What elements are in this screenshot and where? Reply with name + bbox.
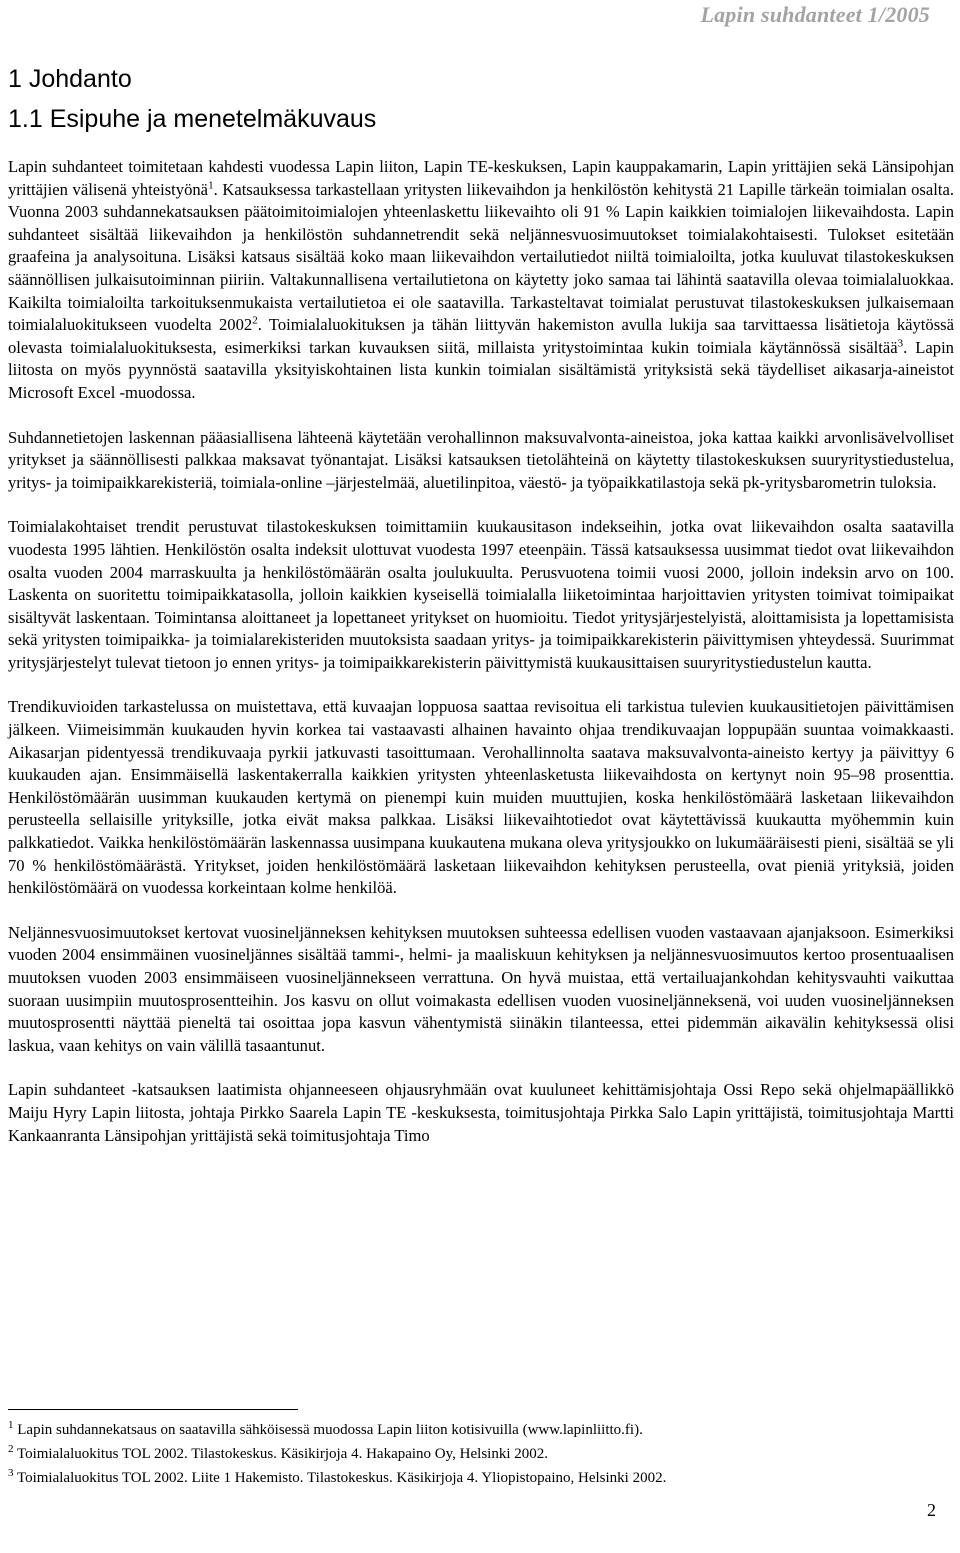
- footnote-1-text: Lapin suhdannekatsaus on saatavilla sähköisessä muodossa Lapin liiton kotisivuilla (www.lapinliitto.fi).: [17, 1422, 643, 1438]
- footnote-3: [8, 1466, 948, 1490]
- paragraph-1-part-b: . Katsauksessa tarkastellaan yritysten liikevaihdon ja henkilöstön kehitystä 21 Lapille tärkeän toimialan osalta. Vuonna 2003 suhdannekatsauksen päätoimitoimialojen yhteenlaskettu liikevaihto oli 91 % Lapin kaikkien toimialojen liikevaihdosta. Lapin suhdanteet sisältää liikevaihdon ja henkilöstön suhdannetrendit sekä neljännesvuosimuutokset toimialakohtaisesti. Tulokset esitetään graafeina ja analysoituna. Lisäksi katsaus sisältää koko maan liikevaihdon vertailutiedot niiltä toimialoilta, jotka kuuluvat tilastokeskuksen säännöllisen julkaisutoiminnan piiriin. Valtakunnallisena vertailutietona on käytetty joko samaa tai lähintä saatavilla olevaa toimialaluokkaa. Kaikilta toimialoilta tarkoituksenmukaista vertailutietoa ei ole saatavilla. Tarkasteltavat toimialat perustuvat tilastokeskuksen julkaisemaan toimialaluokitukseen vuodelta 2002: [8, 179, 954, 335]
- paragraph-3: Toimialakohtaiset trendit perustuvat tilastokeskuksen toimittamiin kuukausitason indekseihin, jotka ovat liikevaihdon osalta saatavilla vuodesta 1995 lähtien. Henkilöstön osalta indeksit ulottuvat vuodesta 1997 eteenpäin. Tässä katsauksessa uusimmat tiedot ovat liikevaihdon osalta vuoden 2004 marraskuulta ja henkilöstömäärän osalta joulukuulta. Perusvuotena toimii vuosi 2000, jolloin indeksin arvo on 100. Laskenta on suoritettu toimipaikkatasolla, jolloin kaikkien kyseisellä toimialalla liiketoimintaa harjoittavien yritysten toimivat toimipaikat sisältyvät laskentaan. Toimintansa aloittaneet ja lopettaneet yritykset on huomioitu. Tiedot yritysjärjestelyistä, aloittamisista ja lopettamisista sekä yritysten toimipaikka- ja toimialarekisteriden muutoksista saadaan yritys- ja toimipaikkarekisterin päivittymisen yhteydessä. Suurimmat yritysjärjestelyt tulevat tietoon jo ennen yritys- ja toimipaikkarekisterin päivittymistä kuukausittaisen suuryritystiedustelun kautta.: [8, 517, 954, 672]
- paragraph-1: [8, 156, 954, 405]
- footnote-1: [8, 1418, 948, 1442]
- footnote-ref-3: 3: [897, 337, 904, 350]
- paragraph-1-part-c: . Toimialaluokituksen ja tähän liittyvän hakemiston avulla lukija saa tarvittaessa lisätietoja käytössä olevasta toimialaluokituksesta, esimerkiksi tarkan kuvauksen siitä, millaista yritystoimintaa kukin toimiala käytännössä sisältää: [8, 315, 954, 357]
- section-heading: 1.1 Esipuhe ja menetelmäkuvaus: [8, 105, 377, 133]
- page-number: 2: [927, 1500, 936, 1520]
- paragraph-2: Suhdannetietojen laskennan pääasiallisena lähteenä käytetään verohallinnon maksuvalvonta-aineistoa, joka kattaa kaikki arvonlisävelvolliset yritykset ja säännöllisesti palkkaa maksavat työnantajat. Lisäksi katsauksen tietolähteinä on käytetty tilastokeskuksen suuryritystiedustelua, yritys- ja toimipaikkarekisteriä, toimiala-online –järjestelmää, aluetilinpitoa, väestö- ja työpaikkatilastoja sekä pk-yritysbarometrin tuloksia.: [8, 427, 954, 492]
- footnote-3-number: 3: [8, 1467, 14, 1479]
- footnote-3-text: Toimialaluokitus TOL 2002. Liite 1 Hakemisto. Tilastokeskus. Käsikirjoja 4. Yliopistopaino, Helsinki 2002.: [16, 1470, 667, 1486]
- body-text: [8, 156, 954, 1147]
- paragraph-1-part-d: . Lapin liitosta on myös pyynnöstä saatavilla yksityiskohtainen lista kunkin toimialan sisältämistä yrityksistä sekä täydelliset aikasarja-aineistot Microsoft Excel -muodossa.: [8, 337, 954, 402]
- paragraph-1-part-a: Lapin suhdanteet toimitetaan kahdesti vuodessa Lapin liiton, Lapin TE-keskuksen, Lapin kauppakamarin, Lapin yrittäjien sekä Länsipohjan yrittäjien välisenä yhteistyönä: [8, 157, 954, 199]
- footnote-ref-2: 2: [252, 314, 258, 327]
- footnote-2-text: Toimialaluokitus TOL 2002. Tilastokeskus. Käsikirjoja 4. Hakapaino Oy, Helsinki 2002.: [16, 1446, 548, 1462]
- footnote-ref-1: 1: [208, 179, 214, 192]
- footnotes: [8, 1418, 948, 1490]
- footnote-2: [8, 1442, 948, 1466]
- footnote-separator: [8, 1409, 298, 1410]
- footnote-1-number: 1: [8, 1419, 14, 1431]
- paragraph-6: Lapin suhdanteet -katsauksen laatimista ohjanneeseen ohjausryhmään ovat kuuluneet kehittämisjohtaja Ossi Repo sekä ohjelmapäällikkö Maiju Hyry Lapin liitosta, johtaja Pirkko Saarela Lapin TE -keskuksesta, toimitusjohtaja Pirkka Salo Lapin yrittäjistä, toimitusjohtaja Martti Kankaanranta Länsipohjan yrittäjistä sekä toimitusjohtaja Timo: [8, 1080, 954, 1145]
- paragraph-5: Neljännesvuosimuutokset kertovat vuosineljänneksen kehityksen muutoksen suhteessa edellisen vuoden vastaavaan ajanjaksoon. Esimerkiksi vuoden 2004 ensimmäinen vuosineljännes sisältää tammi-, helmi- ja maaliskuun kehityksen ja neljännesvuosimuutos kertoo prosentuaalisen muutoksen vuoden 2003 ensimmäiseen vuosineljännekseen verrattuna. On hyvä muistaa, että vertailuajankohdan kehitysvauhti vaikuttaa suoraan uusimpiin muutosprosentteihin. Jos kasvu on ollut voimakasta edellisen vuoden vuosineljänneksenä, voi uuden vuosineljänneksen muutosprosentti näyttää pieneltä tai osoittaa jopa kasvun vähentymistä siinäkin tilanteessa, ettei pidemmän aikavälin kehityksessä olisi laskua, vaan kehitys on vain välillä tasaantunut.: [8, 922, 954, 1055]
- footnote-2-number: 2: [8, 1443, 14, 1455]
- paragraph-4: Trendikuvioiden tarkastelussa on muistettava, että kuvaajan loppuosa saattaa revisoitua eli tarkistua tulevien kuukausitietojen päivittämisen jälkeen. Viimeisimmän kuukauden hyvin korkea tai vastaavasti alhainen havainto ohjaa trendikuvaajan loppupään suuntaa voimakkaasti. Aikasarjan pidentyessä trendikuvaaja pyrkii jatkuvasti tasoittumaan. Verohallinnolta saatava maksuvalvonta-aineisto kertyy ja päivittyy 6 kuukauden ajan. Ensimmäisellä laskentakerralla kaikkien yritysten yhteenlasketusta liikevaihdosta on kertynyt noin 95–98 prosenttia. Henkilöstömäärän uusimman kuukauden kertymä on pienempi kuin muiden muuttujien, koska henkilöstömäärä lasketaan liikevaihdon perusteella sellaisille yrityksille, jotka eivät maksa palkkaa. Lisäksi liikevaihtotiedot ovat käytettävissä kuukautta myöhemmin kuin palkkatiedot. Vaikka henkilöstömäärän laskennassa uusimpana kuukautena mukana oleva yritysjoukko on lukumääräisesti pieni, sisältää se yli 70 % henkilöstömäärästä. Yritykset, joiden henkilöstömäärä lasketaan liikevaihdon kehityksen perusteella, ovat pieniä yrityksiä, joiden henkilöstömäärä on vuodessa korkeintaan kolme henkilöä.: [8, 697, 954, 898]
- running-header: Lapin suhdanteet 1/2005: [700, 2, 930, 27]
- chapter-heading: 1 Johdanto: [8, 65, 132, 93]
